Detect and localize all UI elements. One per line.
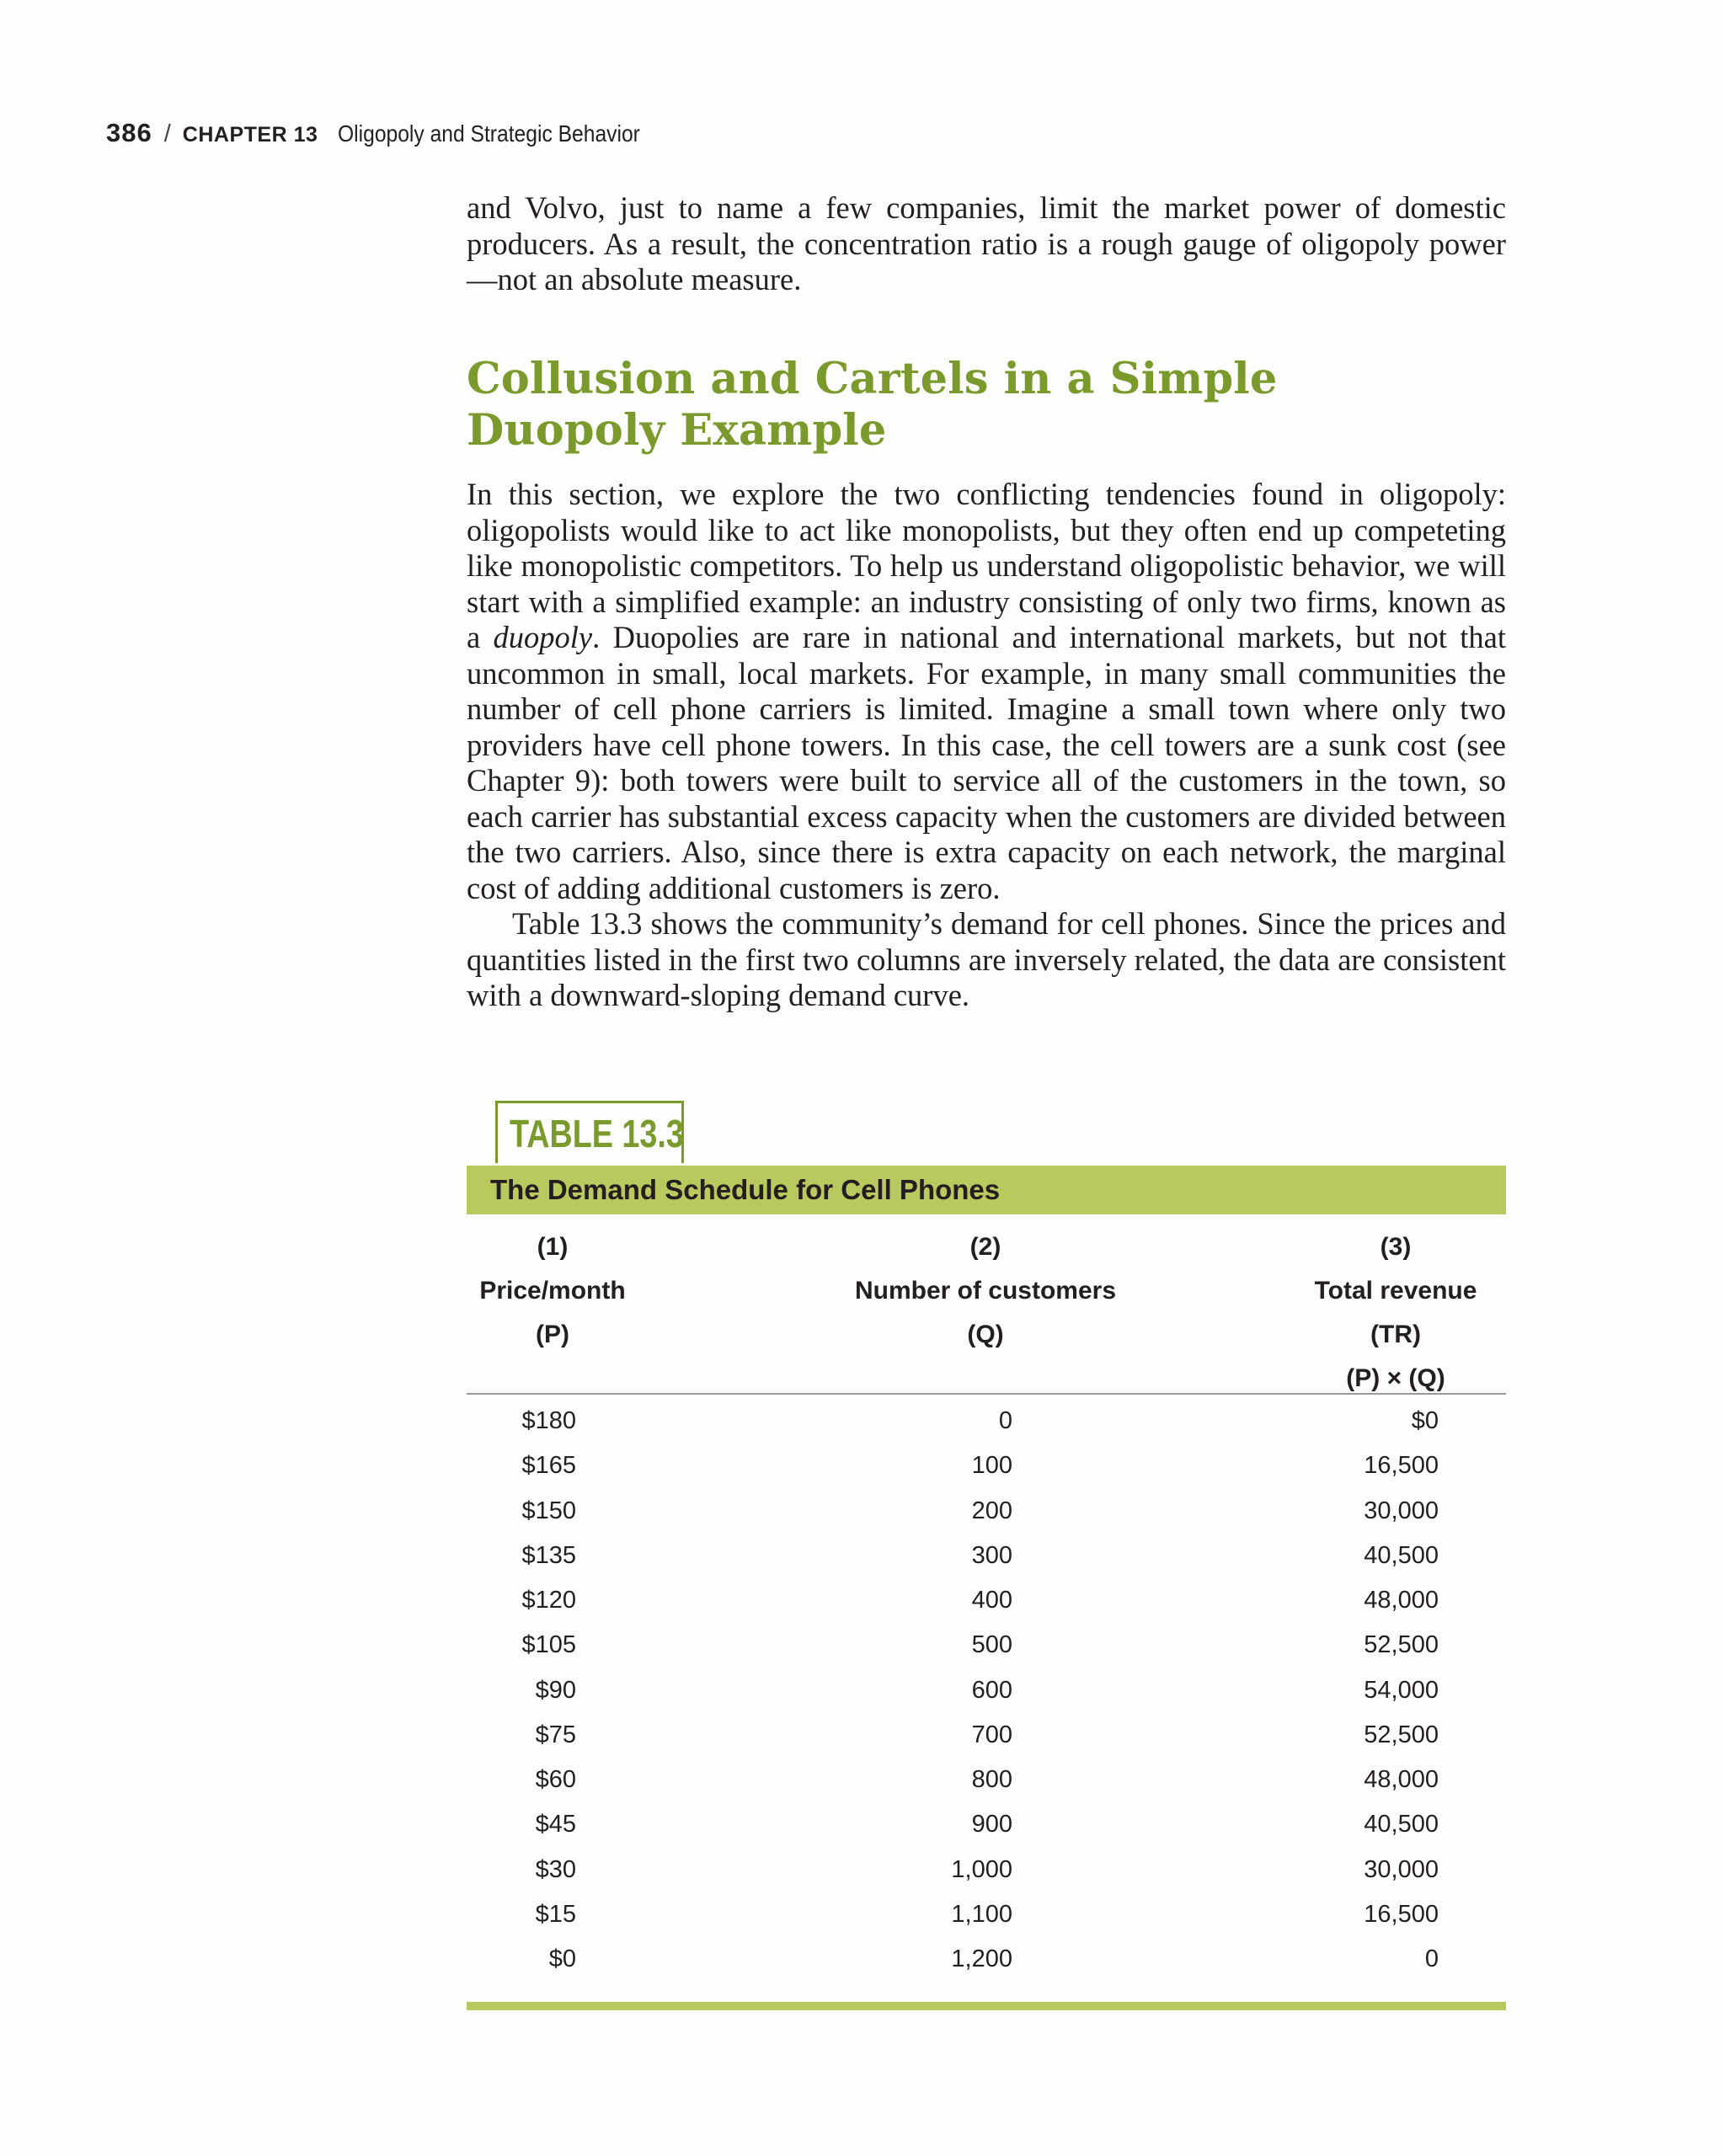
intro-paragraph: and Volvo, just to name a few companies, limit the market power of domestic producers. As a result, the concentration ratio is a rough gauge of oligopoly power—not an absolute measure.	[467, 190, 1506, 296]
table-row	[467, 1444, 1506, 1488]
revenue-cell: 54,000	[1364, 1676, 1439, 1704]
revenue-cell: 16,500	[1364, 1900, 1439, 1928]
customers-cell: 500	[971, 1631, 1012, 1659]
running-head	[106, 118, 681, 148]
revenue-cell: 52,500	[1364, 1721, 1439, 1748]
col1-header	[467, 1225, 638, 1357]
body-paragraph-1	[467, 477, 1506, 906]
table-label	[495, 1101, 684, 1163]
revenue-cell: 30,000	[1364, 1497, 1439, 1524]
table-row	[467, 1534, 1506, 1578]
table-row	[467, 1668, 1506, 1713]
price-cell: $180	[521, 1407, 576, 1434]
customers-cell: 200	[971, 1497, 1012, 1524]
col3-title: Total revenue	[1314, 1277, 1477, 1305]
table-row	[467, 1758, 1506, 1802]
col1-symbol: (P)	[536, 1321, 569, 1348]
price-cell: $120	[521, 1587, 576, 1614]
col3-number: (3)	[1380, 1233, 1412, 1261]
chapter-label: CHAPTER 13	[182, 123, 318, 147]
chapter-title: Oligopoly and Strategic Behavior	[338, 120, 641, 147]
col1-number: (1)	[537, 1233, 569, 1261]
price-cell: $165	[521, 1452, 576, 1480]
col2-number: (2)	[969, 1233, 1001, 1261]
col2-symbol: (Q)	[967, 1321, 1004, 1348]
price-cell: $105	[521, 1631, 576, 1659]
table-label-text: TABLE 13.3	[510, 1112, 684, 1155]
customers-cell: 100	[971, 1452, 1012, 1480]
section-heading-block	[467, 354, 1506, 456]
customers-cell: 700	[971, 1721, 1012, 1748]
customers-cell: 1,000	[951, 1855, 1012, 1883]
revenue-cell: 16,500	[1364, 1452, 1439, 1480]
table-row	[467, 1399, 1506, 1444]
revenue-cell: 48,000	[1364, 1766, 1439, 1793]
revenue-cell: 40,500	[1364, 1811, 1439, 1838]
page-number: 386	[106, 118, 152, 147]
col3-header	[1289, 1225, 1503, 1401]
customers-cell: 0	[998, 1407, 1012, 1434]
section-heading	[467, 354, 1506, 456]
revenue-cell: 30,000	[1364, 1855, 1439, 1883]
customers-cell: 1,100	[951, 1900, 1012, 1928]
customers-cell: 800	[971, 1766, 1012, 1793]
duopoly-term: duopoly	[493, 620, 593, 654]
col2-header	[842, 1225, 1129, 1357]
section-heading-line-2: Duopoly Example	[467, 405, 887, 456]
table-row	[467, 1937, 1506, 1982]
col3-formula: (P) × (Q)	[1346, 1364, 1445, 1392]
customers-cell: 600	[971, 1676, 1012, 1704]
customers-cell: 400	[971, 1587, 1012, 1614]
table-caption: The Demand Schedule for Cell Phones	[467, 1166, 1506, 1214]
body-paragraph-2: Table 13.3 shows the community’s demand for cell phones. Since the prices and quantities listed in the first two columns are inversely related, the data are consistent with a downward-sloping demand curve.	[467, 906, 1506, 1012]
table-row	[467, 1848, 1506, 1892]
section-heading-line-1: Collusion and Cartels in a Simple	[467, 354, 1278, 404]
section-body	[467, 477, 1506, 1014]
price-cell: $90	[535, 1676, 576, 1704]
price-cell: $135	[521, 1541, 576, 1569]
table-row	[467, 1623, 1506, 1668]
p1-text-before: In this section, we explore the two conflicting tendencies found in oligopoly: oligopolists would like to act like monopolists, but they often end up competeting like monopolistic competitors. To help us understand oligopolistic behavior, we will start with a simplified example: an industry consisting of only two firms, known as a	[467, 477, 1506, 654]
intro-block	[467, 190, 1506, 298]
price-cell: $45	[535, 1811, 576, 1838]
price-cell: $60	[535, 1766, 576, 1793]
revenue-cell: 52,500	[1364, 1631, 1439, 1659]
running-head-separator: /	[163, 120, 171, 147]
col2-title: Number of customers	[854, 1277, 1117, 1305]
revenue-cell: 0	[1424, 1945, 1439, 1972]
price-cell: $15	[535, 1900, 576, 1928]
price-cell: $75	[535, 1721, 576, 1748]
p1-text-after: . Duopolies are rare in national and international markets, but not that uncommon in small, local markets. For example, in many small communities the number of cell phone carriers is limited. Imagine a small town where only two providers have cell phone towers. In this case, the cell towers are a sunk cost (see Chapter 9): both towers were built to service all of the customers in the town, so each carrier has substantial excess capacity when the customers are divided between the two carriers. Also, since there is extra capacity on each network, the marginal cost of adding additional customers is zero.	[467, 620, 1506, 905]
price-cell: $0	[548, 1945, 576, 1972]
revenue-cell: $0	[1411, 1407, 1439, 1434]
table-bottom-rule	[467, 2002, 1506, 2010]
table-row	[467, 1892, 1506, 1937]
price-cell: $30	[535, 1855, 576, 1883]
table-row	[467, 1489, 1506, 1534]
col1-title: Price/month	[479, 1277, 626, 1305]
col3-symbol: (TR)	[1370, 1321, 1421, 1348]
customers-cell: 900	[971, 1811, 1012, 1838]
table-row	[467, 1713, 1506, 1758]
customers-cell: 300	[971, 1541, 1012, 1569]
customers-cell: 1,200	[951, 1945, 1012, 1972]
revenue-cell: 40,500	[1364, 1541, 1439, 1569]
price-cell: $150	[521, 1497, 576, 1524]
table-row	[467, 1802, 1506, 1847]
revenue-cell: 48,000	[1364, 1587, 1439, 1614]
table-row	[467, 1578, 1506, 1623]
header-rule	[467, 1393, 1506, 1395]
